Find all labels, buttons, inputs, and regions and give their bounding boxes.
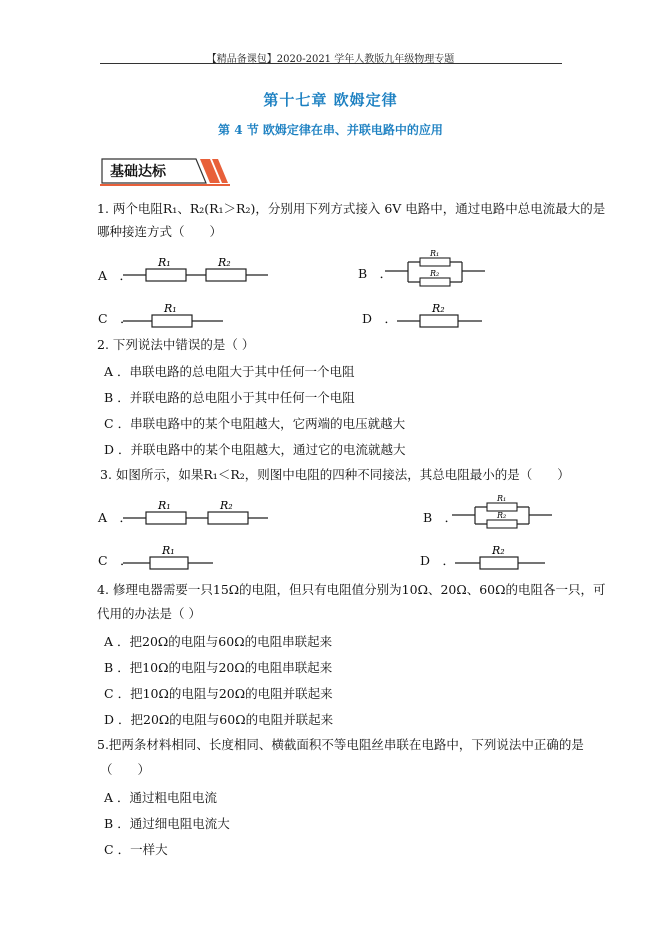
q3-option-c-label: C ． bbox=[98, 553, 133, 568]
q5-line2: （ ） bbox=[100, 762, 151, 777]
q3-a-r2-label: R₂ bbox=[220, 499, 233, 512]
q5-option-a-letter: A bbox=[104, 790, 114, 805]
q3-c-r1-label: R₁ bbox=[162, 544, 175, 557]
q4-option-b[interactable] bbox=[104, 658, 332, 676]
q5-option-c[interactable] bbox=[104, 840, 168, 858]
q2-option-a[interactable] bbox=[104, 362, 355, 380]
q1-option-d-label: D ． bbox=[362, 311, 398, 326]
q4-option-a-letter: A bbox=[104, 634, 114, 649]
q1-circuit-d-r2 bbox=[392, 301, 487, 331]
q3-circuit-c-r1 bbox=[118, 543, 218, 573]
q4-option-c[interactable] bbox=[104, 684, 333, 702]
q3-option-a-label: A ． bbox=[98, 510, 133, 525]
q1-a-r1-label: R₁ bbox=[158, 256, 171, 269]
q2-option-b-letter: B bbox=[104, 390, 114, 405]
q3-circuit-d-r2 bbox=[450, 543, 550, 573]
q4-line1: 4. 修理电器需要一只15Ω的电阻，但只有电阻值分别为10Ω、20Ω、60Ω的电阻各一只，可 bbox=[97, 582, 606, 597]
q3-b-r2-label: R₂ bbox=[497, 511, 507, 520]
q5-option-a[interactable] bbox=[104, 788, 217, 806]
q1-circuit-c-r1 bbox=[118, 301, 228, 331]
q4-option-a-text: ．把20Ω的电阻与60Ω的电阻串联起来 bbox=[117, 634, 333, 649]
q3-stem: 3. 如图所示，如果R₁＜R₂，则图中电阻的四种不同接法，其总电阻最小的是（ ） bbox=[100, 467, 570, 482]
q2-option-c-text: ．串联电路中的某个电阻越大，它两端的电压就越大 bbox=[117, 416, 406, 431]
q2-option-c[interactable] bbox=[104, 414, 405, 432]
q5-option-b[interactable] bbox=[104, 814, 230, 832]
q4-option-d-text: ．把20Ω的电阻与60Ω的电阻并联起来 bbox=[118, 712, 334, 727]
q1-circuit-a-series bbox=[118, 256, 273, 286]
q4-option-c-text: ．把10Ω的电阻与20Ω的电阻并联起来 bbox=[117, 686, 333, 701]
q1-circuit-b-parallel bbox=[380, 248, 490, 292]
header-divider bbox=[100, 63, 562, 64]
q1-option-a-label: A ． bbox=[98, 268, 133, 283]
q2-option-c-letter: C bbox=[104, 416, 114, 431]
q5-option-a-text: ．通过粗电阻电流 bbox=[117, 790, 218, 805]
q1-c-r1-label: R₁ bbox=[164, 302, 177, 315]
q3-b-r1-label: R₁ bbox=[497, 494, 507, 503]
q4-option-d-letter: D bbox=[104, 712, 115, 727]
q4-option-b-letter: B bbox=[104, 660, 114, 675]
q3-option-b-label: B ． bbox=[423, 510, 458, 525]
q1-a-r2-label: R₂ bbox=[218, 256, 231, 269]
q4-option-a[interactable] bbox=[104, 632, 332, 650]
q4-line2: 代用的办法是（ ） bbox=[97, 606, 201, 621]
q3-a-r1-label: R₁ bbox=[158, 499, 171, 512]
q2-option-b[interactable] bbox=[104, 388, 355, 406]
q4-option-b-text: ．把10Ω的电阻与20Ω的电阻串联起来 bbox=[117, 660, 333, 675]
q5-option-b-letter: B bbox=[104, 816, 114, 831]
q2-stem: 2. 下列说法中错误的是（ ） bbox=[97, 337, 255, 352]
q1-d-r2-label: R₂ bbox=[432, 302, 445, 315]
basic-level-badge bbox=[100, 155, 230, 187]
q2-option-d-letter: D bbox=[104, 442, 115, 457]
chapter-title: 第十七章 欧姆定律 bbox=[263, 91, 398, 109]
q1-option-c-label: C ． bbox=[98, 311, 133, 326]
q3-circuit-a-series bbox=[118, 498, 273, 528]
q1-b-r1-label: R₁ bbox=[430, 249, 440, 258]
q2-option-d-text: ．并联电路中的某个电阻越大，通过它的电流就越大 bbox=[118, 442, 406, 457]
q3-circuit-b-parallel bbox=[447, 494, 557, 534]
q4-option-d[interactable] bbox=[104, 710, 333, 728]
q2-option-b-text: ．并联电路的总电阻小于其中任何一个电阻 bbox=[117, 390, 355, 405]
q3-option-d-label: D ． bbox=[420, 553, 456, 568]
q5-option-c-text: ．一样大 bbox=[117, 842, 168, 857]
q4-option-c-letter: C bbox=[104, 686, 114, 701]
q2-option-d[interactable] bbox=[104, 440, 406, 458]
section-title: 第 4 节 欧姆定律在串、并联电路中的应用 bbox=[218, 123, 443, 137]
q1-line1: 1. 两个电阻R₁、R₂(R₁＞R₂)，分别用下列方式接入 6V 电路中，通过电路中总电流最大的是 bbox=[97, 201, 606, 216]
page-header: 【精品备课包】2020-2021 学年人教版九年级物理专题 bbox=[206, 54, 455, 65]
q1-line2: 哪种接连方式（ ） bbox=[97, 224, 223, 239]
q5-option-c-letter: C bbox=[104, 842, 114, 857]
badge-label: 基础达标 bbox=[110, 164, 166, 180]
q5-line1: 5.把两条材料相同、长度相同、横截面积不等电阻丝串联在电路中，下列说法中正确的是 bbox=[97, 737, 584, 752]
q5-option-b-text: ．通过细电阻电流大 bbox=[117, 816, 230, 831]
q1-option-b-label: B ． bbox=[358, 266, 393, 281]
q2-option-a-text: ．串联电路的总电阻大于其中任何一个电阻 bbox=[117, 364, 355, 379]
q3-d-r2-label: R₂ bbox=[492, 544, 505, 557]
q1-b-r2-label: R₂ bbox=[430, 269, 440, 278]
q2-option-a-letter: A bbox=[104, 364, 114, 379]
